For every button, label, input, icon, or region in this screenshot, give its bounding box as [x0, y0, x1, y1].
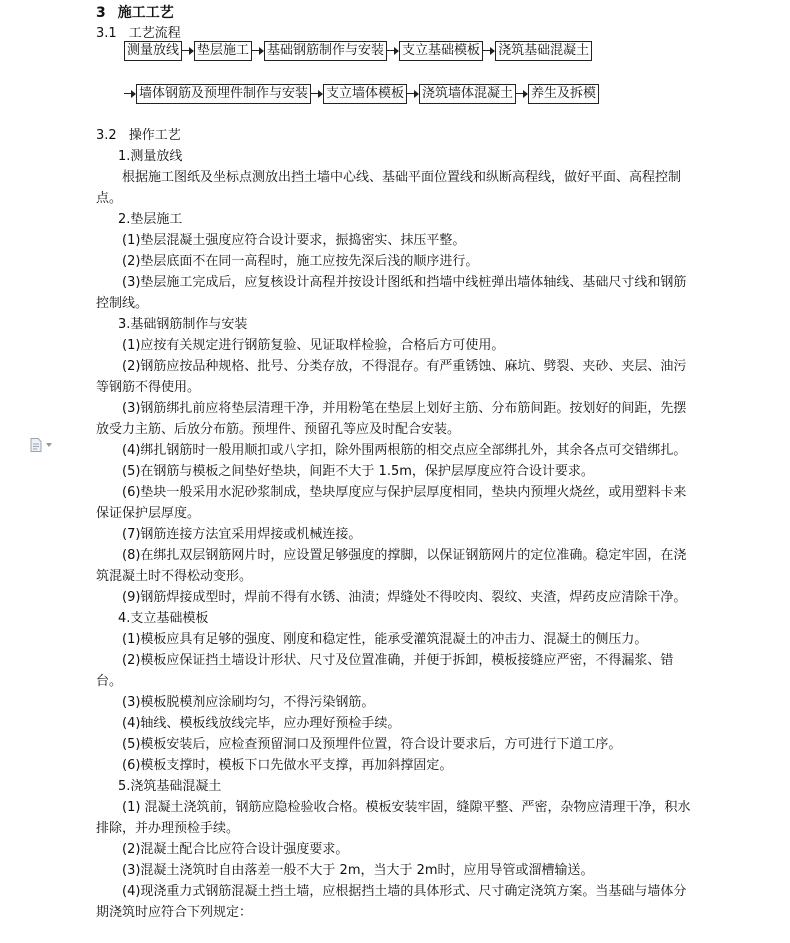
paragraph: (2)模板应保证挡土墙设计形状、尺寸及位置准确，并便于拆卸，模板接缝应严密，不得漏浆、错台。	[96, 653, 674, 689]
document-icon[interactable]	[30, 438, 52, 452]
paragraph: (9)钢筋焊接成型时，焊前不得有水锈、油渍；焊缝处不得咬肉、裂纹、夹渣，焊药皮应清除干净。	[122, 590, 687, 605]
paragraph: (1)模板应具有足够的强度、刚度和稳定性，能承受灌筑混凝土的冲击力、混凝土的侧压力。	[122, 632, 648, 647]
section-number: 3	[96, 5, 106, 21]
arrow-right-icon	[182, 46, 194, 56]
paragraph: (2)混凝土配合比应符合设计强度要求。	[122, 842, 349, 857]
step-heading: 2.垫层施工	[118, 212, 183, 227]
arrow-right-icon	[407, 89, 419, 99]
paragraph: (6)垫块一般采用水泥砂浆制成，垫块厚度应与保护层厚度相同，垫块内预埋火烧丝，或用塑料卡来保证保护层厚度。	[96, 485, 687, 521]
chevron-down-icon	[46, 443, 52, 447]
paragraph: (8)在绑扎双层钢筋网片时，应设置足够强度的撑脚，以保证钢筋网片的定位准确。稳定牢固，在浇筑混凝土时不得松动变形。	[96, 548, 687, 584]
paragraph: (1)垫层混凝土强度应符合设计要求，振捣密实、抹压平整。	[122, 233, 466, 248]
paragraph: (4)轴线、模板线放线完毕，应办理好预检手续。	[122, 716, 401, 731]
flow-step-wall-concrete: 浇筑墙体混凝土	[419, 84, 516, 104]
subsection-title: 工艺流程	[128, 26, 181, 41]
arrow-right-icon	[387, 46, 399, 56]
flow-step-curing: 养生及拆模	[528, 84, 599, 104]
paragraph: (7)钢筋连接方法宜采用焊接或机械连接。	[122, 527, 362, 542]
paragraph: (4)绑扎钢筋时一般用顺扣或八字扣，除外围两根筋的相交点应全部绑扎外，其余各点可交错绑扎。	[122, 443, 687, 458]
page-icon	[30, 438, 42, 452]
arrow-right-icon	[483, 46, 495, 56]
paragraph: (4)现浇重力式钢筋混凝土挡土墙，应根据挡土墙的具体形式、尺寸确定浇筑方案。当基础与墙体分期浇筑时应符合下列规定：	[96, 884, 687, 920]
flow-step-foundation-concrete: 浇筑基础混凝土	[495, 41, 592, 61]
paragraph: (1) 混凝土浇筑前，钢筋应隐检验收合格。模板安装牢固，缝隙平整、严密，杂物应清理干净，积水排除，并办理预检手续。	[96, 800, 691, 836]
step-heading: 1.测量放线	[118, 149, 183, 164]
flow-row-2	[124, 84, 599, 104]
subsection-heading-flow	[96, 22, 181, 41]
flow-step-cushion: 垫层施工	[194, 41, 252, 61]
paragraph: (1)应按有关规定进行钢筋复验、见证取样检验，合格后方可使用。	[122, 338, 505, 353]
paragraph: (3)模板脱模剂应涂刷均匀，不得污染钢筋。	[122, 695, 375, 710]
arrow-right-icon	[124, 89, 136, 99]
arrow-right-icon	[252, 46, 264, 56]
section-heading	[96, 2, 174, 22]
step-heading: 3.基础钢筋制作与安装	[118, 317, 248, 332]
paragraph: (2)钢筋应按品种规格、批号、分类存放，不得混存。有严重锈蚀、麻坑、劈裂、夹砂、夹层、油污等钢筋不得使用。	[96, 359, 687, 395]
paragraph: (6)模板支撑时，模板下口先做水平支撑，再加斜撑固定。	[122, 758, 453, 773]
flow-step-wall-formwork: 支立墙体模板	[323, 84, 407, 104]
flow-row-1	[124, 41, 592, 61]
flow-step-foundation-rebar: 基础钢筋制作与安装	[264, 41, 387, 61]
paragraph: (5)在钢筋与模板之间垫好垫块，间距不大于 1.5m，保护层厚度应符合设计要求。	[122, 464, 594, 479]
paragraph: (3)钢筋绑扎前应将垫层清理干净，并用粉笔在垫层上划好主筋、分布筋间距。按划好的间距，先摆放受力主筋、后放分布筋。预埋件、预留孔等应及时配合安装。	[96, 401, 687, 437]
paragraph: 根据施工图纸及坐标点测放出挡土墙中心线、基础平面位置线和纵断高程线，做好平面、高程控制点。	[96, 170, 682, 206]
flow-step-survey: 测量放线	[124, 41, 182, 61]
section-title: 施工工艺	[117, 5, 174, 21]
subsection-title: 操作工艺	[128, 128, 181, 143]
step-heading: 5.浇筑基础混凝土	[118, 779, 222, 794]
subsection-number: 3.1	[96, 26, 117, 41]
subsection-heading-operation	[96, 125, 696, 146]
operation-process	[96, 125, 696, 923]
paragraph: (5)模板安装后，应检查预留洞口及预埋件位置，符合设计要求后，方可进行下道工序。	[122, 737, 622, 752]
subsection-number: 3.2	[96, 128, 117, 143]
arrow-right-icon	[311, 89, 323, 99]
flow-step-wall-rebar: 墙体钢筋及预埋件制作与安装	[136, 84, 311, 104]
paragraph: (2)垫层底面不在同一高程时，施工应按先深后浅的顺序进行。	[122, 254, 479, 269]
flow-step-foundation-formwork: 支立基础模板	[399, 41, 483, 61]
paragraph: (3)混凝土浇筑时自由落差一般不大于 2m，当大于 2m时，应用导管或溜槽输送。	[122, 863, 594, 878]
paragraph-list	[96, 146, 696, 923]
step-heading: 4.支立基础模板	[118, 611, 209, 626]
paragraph: (3)垫层施工完成后，应复核设计高程并按设计图纸和挡墙中线桩弹出墙体轴线、基础尺寸线和钢筋控制线。	[96, 275, 687, 311]
arrow-right-icon	[516, 89, 528, 99]
